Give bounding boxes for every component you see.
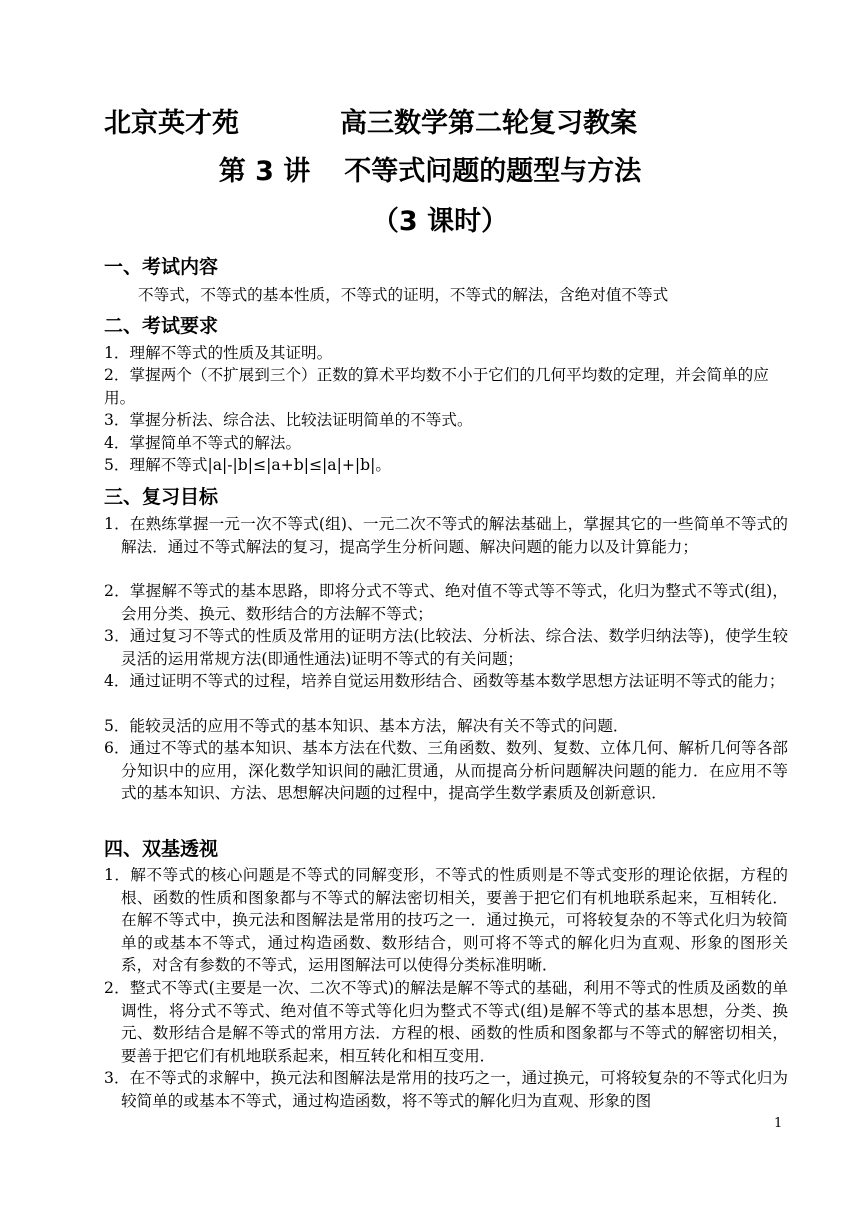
list-item: 3．掌握分析法、综合法、比较法证明简单的不等式。: [104, 411, 473, 429]
list-item: 5．理解不等式|a|-|b|≤|a+b|≤|a|+|b|。: [104, 456, 391, 474]
list-item: 2．掌握解不等式的基本思路，即将分式不等式、绝对值不等式等不等式，化归为整式不等式(组)，会用分类、换元、数形结合的方法解不等式；: [104, 582, 788, 623]
list-item: 4．通过证明不等式的过程，培养自觉运用数形结合、函数等基本数学思想方法证明不等式的能力；: [104, 672, 785, 690]
list-item: 1．在熟练掌握一元一次不等式(组)、一元二次不等式的解法基础上，掌握其它的一些简单不等式的解法．通过不等式解法的复习，提高学生分析问题、解决问题的能力以及计算能力；: [104, 515, 788, 556]
list-item: 2．整式不等式(主要是一次、二次不等式)的解法是解不等式的基础，利用不等式的性质及函数的单调性，将分式不等式、绝对值不等式等化归为整式不等式(组)是解不等式的基本思想，分类、换元、数形结合是解不等式的常用方法．方程的根、函数的性质和图象都与不等式的解密切相关，要善于把它们有机地联系起来，相互转化和相互变用．: [104, 979, 788, 1065]
exam-content-text: 不等式，不等式的基本性质，不等式的证明，不等式的解法，含绝对值不等式: [138, 286, 669, 304]
list-item: 6．通过不等式的基本知识、基本方法在代数、三角函数、数列、复数、立体几何、解析几何等各部分知识中的应用，深化数学知识间的融汇贯通，从而提高分析问题解决问题的能力．在应用不等式的基本知识、方法、思想解决问题的过程中，提高学生数学素质及创新意识．: [104, 739, 788, 803]
list-item: 1．理解不等式的性质及其证明。: [104, 344, 333, 362]
section-heading-exam-content: 一、考试内容: [104, 256, 219, 278]
list-item: 5．能较灵活的应用不等式的基本知识、基本方法，解决有关不等式的问题．: [104, 717, 629, 735]
lecture-number: 第 3 讲: [218, 156, 311, 187]
class-hours: （3 课时）: [371, 206, 509, 237]
list-item: 4．掌握简单不等式的解法。: [104, 434, 302, 452]
section-heading-double-basics: 四、双基透视: [104, 838, 219, 860]
list-item: 3．通过复习不等式的性质及常用的证明方法(比较法、分析法、综合法、数学归纳法等)，使学生较灵活的运用常规方法(即通性通法)证明不等式的有关问题；: [104, 627, 788, 668]
lecture-topic: 不等式问题的题型与方法: [344, 156, 642, 187]
list-item: 2．掌握两个（不扩展到三个）正数的算术平均数不小于它们的几何平均数的定理，并会简单的应用。: [104, 366, 769, 407]
section-heading-exam-requirements: 二、考试要求: [104, 315, 219, 337]
list-item: 1．解不等式的核心问题是不等式的同解变形，不等式的性质则是不等式变形的理论依据，方程的根、函数的性质和图象都与不等式的解法密切相关，要善于把它们有机地联系起来，互相转化．在解不等式中，换元法和图解法是常用的技巧之一．通过换元，可将较复杂的不等式化归为较简单的或基本不等式，通过构造函数、数形结合，则可将不等式的解化归为直观、形象的图形关系，对含有参数的不等式，运用图解法可以使得分类标准明晰．: [104, 866, 788, 975]
school-name: 北京英才苑: [104, 108, 239, 139]
course-title: 高三数学第二轮复习教案: [340, 108, 637, 139]
lecture-title: [0, 152, 860, 192]
list-item: 3．在不等式的求解中，换元法和图解法是常用的技巧之一，通过换元，可将较复杂的不等式化归为较简单的或基本不等式，通过构造函数，将不等式的解化归为直观、形象的图: [104, 1069, 788, 1110]
document-header: [104, 104, 804, 144]
section-heading-review-goals: 三、复习目标: [104, 486, 219, 508]
page-number: 1: [774, 1116, 783, 1131]
